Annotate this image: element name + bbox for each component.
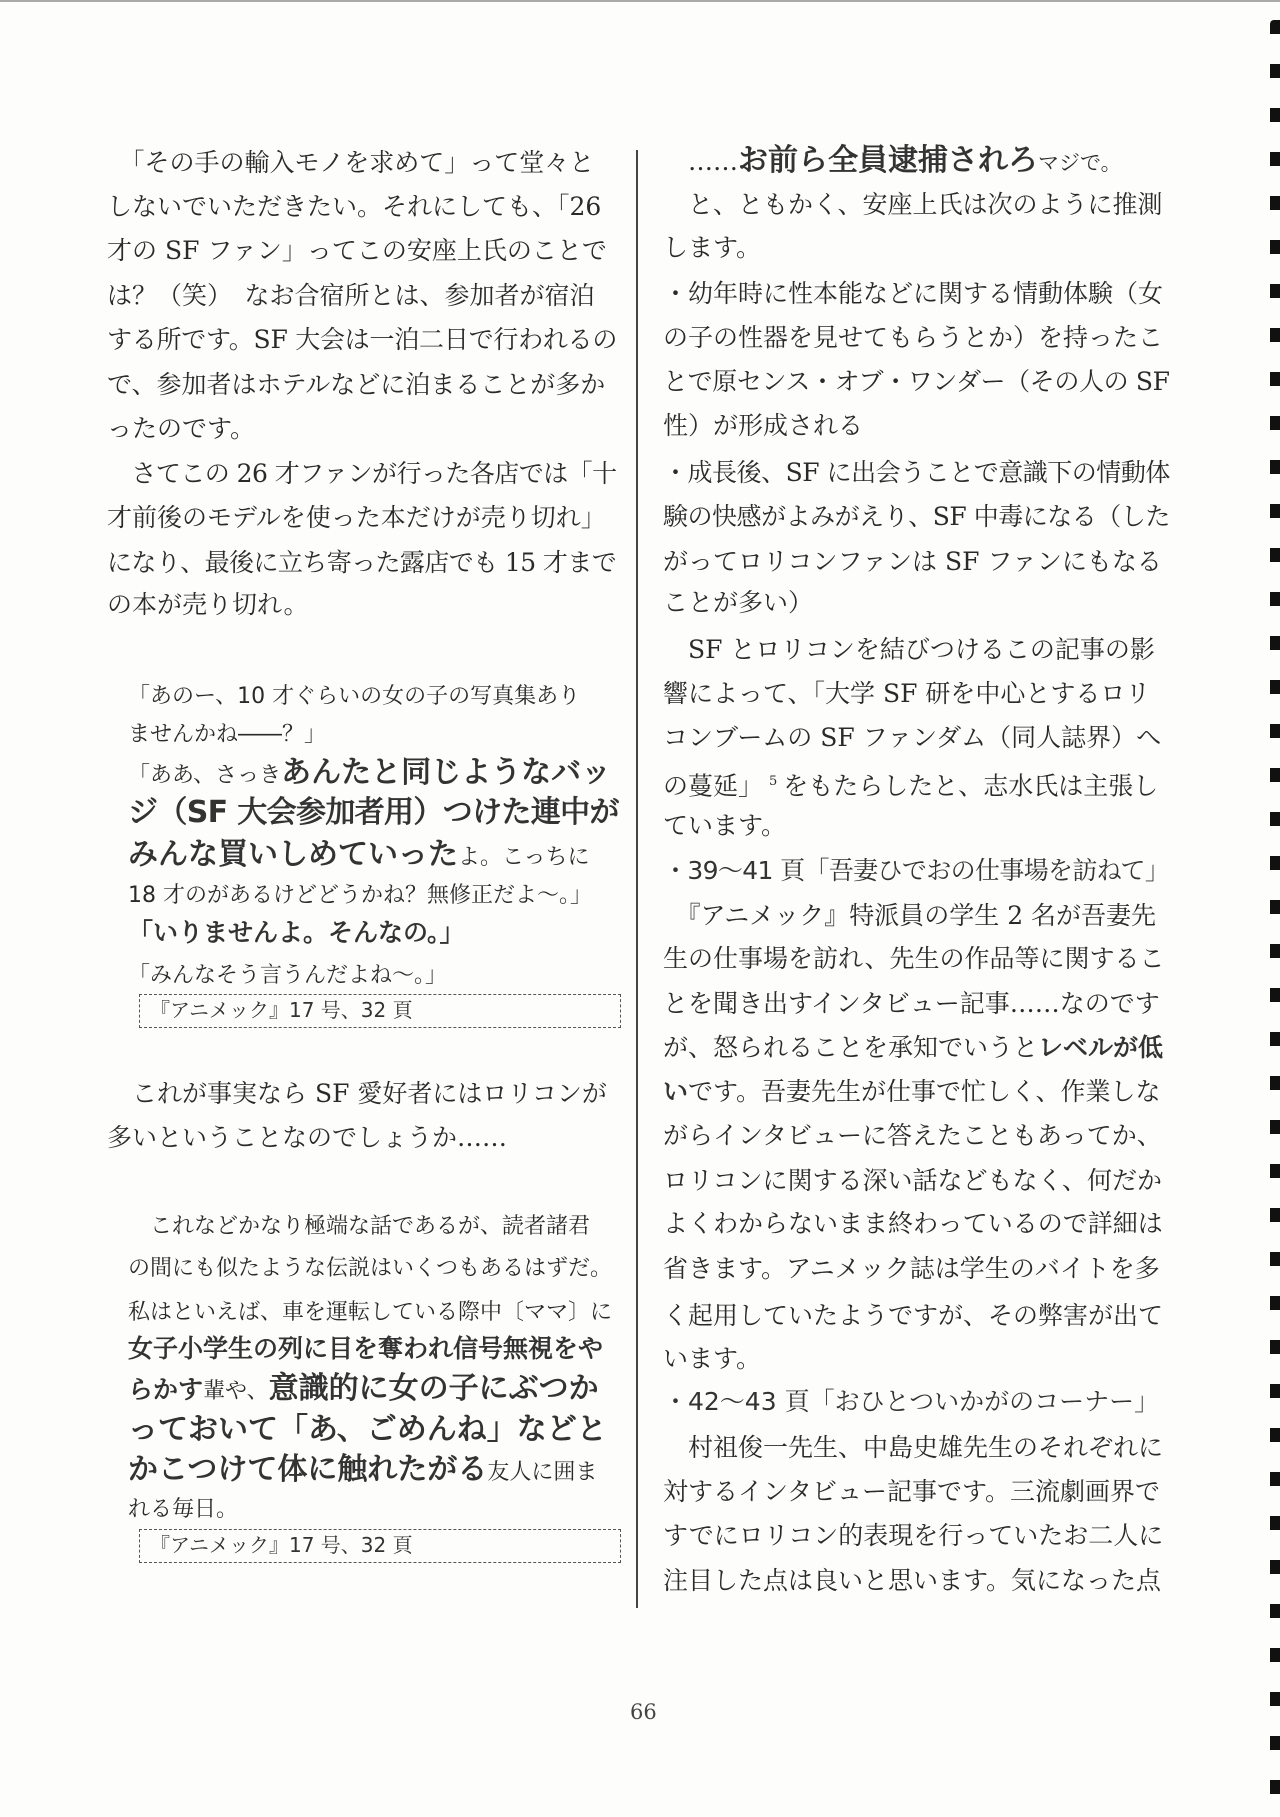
text-run: 「みんなそう言うんだよね～。」 <box>128 963 448 988</box>
quote-line <box>128 916 620 950</box>
body-line <box>107 368 617 402</box>
text-run: とを聞き出すインタビュー記事……なのです <box>663 989 1160 1018</box>
body-line <box>107 501 617 535</box>
body-line <box>663 409 1170 443</box>
text-run: 対するインタビュー記事です。三流劇画界で <box>663 1477 1161 1506</box>
body-line <box>663 1075 1170 1109</box>
text-run: とで原センス・オブ・ワンダー（その人の SF <box>663 367 1170 396</box>
text-run: ・幼年時に性本能などに関する情動体験（女 <box>663 279 1164 308</box>
body-line <box>663 1207 1170 1241</box>
body-line <box>663 809 1170 843</box>
footnote-marker: 5 <box>769 774 778 789</box>
text-run: しないでいただきたい。それにしても、「26 <box>107 192 602 221</box>
body-line <box>663 677 1170 711</box>
text-run: これが事実なら SF 愛好者にはロリコンが <box>107 1079 607 1108</box>
body-line <box>663 456 1170 490</box>
body-line <box>107 323 617 357</box>
body-line <box>107 1077 617 1111</box>
text-run: 響によって、「大学 SF 研を中心とするロリ <box>663 679 1151 708</box>
body-line <box>663 1475 1170 1509</box>
text-run: の子の性器を見せてもらうとか）を持ったこ <box>663 323 1164 352</box>
text-run: います。 <box>663 1344 762 1373</box>
text-run: これなどかなり極端な話であるが、読者諸君 <box>128 1214 591 1239</box>
text-run: ・39～41 頁「吾妻ひでおの仕事場を訪ねて」 <box>663 856 1170 885</box>
body-line <box>663 1164 1170 1198</box>
body-line <box>663 500 1170 534</box>
body-line <box>107 1121 617 1155</box>
body-line <box>663 987 1170 1021</box>
text-run: …… <box>663 147 739 176</box>
ring-binding-holes <box>1270 20 1280 1810</box>
body-line <box>663 321 1170 355</box>
body-line <box>107 546 617 580</box>
body-line <box>663 586 1170 620</box>
text-run: ロリコンに関する深い話などもなく、何だか <box>663 1166 1163 1195</box>
quote-line <box>128 1372 620 1406</box>
text-run: 輩や、 <box>203 1379 269 1404</box>
text-run: れる毎日。 <box>128 1497 239 1522</box>
text-run: 性）が形成される <box>663 411 864 440</box>
body-line <box>663 545 1170 579</box>
body-line <box>663 1385 1170 1419</box>
quote-line <box>128 1250 620 1284</box>
body-line <box>663 188 1170 222</box>
body-line <box>107 190 617 224</box>
emphasized-text: かこつけて体に触れたがる <box>128 1452 488 1487</box>
body-line <box>663 365 1170 399</box>
body-line <box>107 412 617 446</box>
text-run: 験の快感がよみがえり、SF 中毒になる（した <box>663 502 1170 531</box>
quote-line <box>128 1453 620 1487</box>
quote-line <box>128 877 620 911</box>
page-number: 66 <box>630 1700 657 1724</box>
text-run: 才の SF ファン」ってこの安座上氏のことで <box>107 236 607 265</box>
text-run: をもたらしたと、志水氏は主張し <box>783 771 1159 801</box>
body-line <box>663 1342 1170 1376</box>
text-run: 「あのー、10 才ぐらいの女の子の写真集あり <box>128 684 581 709</box>
text-run: ています。 <box>663 811 787 840</box>
text-run: 注目した点は良いと思います。気になった点 <box>663 1566 1162 1595</box>
body-line <box>663 854 1170 888</box>
text-run: の間にも似たような伝説はいくつもあるはずだ。 <box>128 1256 613 1281</box>
text-run: すでにロリコン的表現を行っていたお二人に <box>663 1521 1164 1550</box>
text-run: 友人に囲ま <box>487 1460 598 1485</box>
body-line <box>663 1299 1170 1333</box>
body-line <box>107 146 617 180</box>
body-line <box>663 899 1170 933</box>
text-run: ・成長後、SF に出会うことで意識下の情動体 <box>663 458 1170 487</box>
quote-source-caption: 『アニメック』17 号、32 頁 <box>139 1529 621 1563</box>
text-run: ことが多い） <box>663 588 814 617</box>
text-run: 省きます。アニメック誌は学生のバイトを多 <box>663 1254 1160 1283</box>
body-line <box>107 588 617 622</box>
emphasized-text: あんたと同じようなバッ <box>281 755 612 790</box>
quote-line <box>128 838 620 872</box>
text-run: コンブームの SF ファンダム（同人誌界）へ <box>663 723 1162 752</box>
emphasized-text: ジ（SF 大会参加者用）つけた連中が <box>128 795 619 830</box>
quote-line <box>128 678 620 712</box>
emphasized-text: みんな買いしめていった <box>128 837 458 872</box>
quote-line <box>128 1294 620 1328</box>
text-run: で、参加者はホテルなどに泊まることが多か <box>107 370 606 399</box>
text-run: 「その手の輸入モノを求めて」って堂々と <box>107 148 595 177</box>
text-run: よくわからないまま終わっているので詳細は <box>663 1209 1163 1238</box>
body-line <box>663 942 1170 976</box>
body-line <box>663 765 1170 799</box>
text-run: 「ああ、さっき <box>128 763 282 788</box>
text-run: します。 <box>663 233 762 262</box>
body-line <box>663 1564 1170 1598</box>
text-run: 18 才のがあるけどどうかね？無修正だよ～。」 <box>128 883 592 908</box>
body-line <box>107 279 617 313</box>
body-line <box>663 1431 1170 1465</box>
emphasized-text: レベルが低 <box>1038 1033 1164 1062</box>
quote-line <box>128 1413 620 1447</box>
emphasized-text: お前ら全員逮捕されろ <box>738 143 1039 178</box>
text-run: が、怒られることを承知でいうと <box>663 1033 1039 1062</box>
body-line <box>663 1119 1170 1153</box>
text-run: の本が売り切れ。 <box>107 590 309 619</box>
text-run: がってロリコンファンは SF ファンにもなる <box>663 547 1162 576</box>
quote-line <box>128 1491 620 1525</box>
text-run: です。吾妻先生が仕事で忙しく、作業しな <box>688 1077 1161 1106</box>
quote-source-caption: 『アニメック』17 号、32 頁 <box>139 994 621 1028</box>
body-line <box>663 144 1170 178</box>
text-run: 私はといえば、車を運転している際中〔ママ〕に <box>128 1300 613 1325</box>
text-run: SF とロリコンを結びつけるこの記事の影 <box>663 635 1155 664</box>
body-line <box>107 234 617 268</box>
page-top-edge <box>0 0 1280 2</box>
text-run: く起用していたようですが、その弊害が出て <box>663 1301 1164 1330</box>
emphasized-text: 女子小学生の列に目を奪われ信号無視をや <box>128 1334 604 1363</box>
emphasized-text: い <box>663 1077 689 1106</box>
body-line <box>663 231 1170 265</box>
text-run: は？（笑） なお合宿所とは、参加者が宿泊 <box>107 281 595 310</box>
text-run: よ。こっちに <box>458 845 590 870</box>
text-run: 『アニメック』特派員の学生 2 名が吾妻先 <box>663 901 1157 930</box>
body-line <box>107 457 617 491</box>
body-line <box>663 1519 1170 1553</box>
body-line <box>663 1031 1170 1065</box>
text-run: ・42～43 頁「おひとついかがのコーナー」 <box>663 1387 1160 1416</box>
column-divider <box>636 150 638 1608</box>
quote-line <box>128 796 620 830</box>
text-run: 多いということなのでしょうか…… <box>107 1123 508 1152</box>
emphasized-text: 「いりませんよ。そんなの。」 <box>128 918 465 947</box>
emphasized-text: 意識的に女の子にぶつか <box>268 1371 599 1406</box>
emphasized-text: らかす <box>128 1375 204 1404</box>
quote-line <box>128 1208 620 1242</box>
text-run: になり、最後に立ち寄った露店でも 15 才まで <box>107 548 617 577</box>
text-run: する所です。SF 大会は一泊二日で行われるの <box>107 325 618 354</box>
text-run: 才前後のモデルを使った本だけが売り切れ」 <box>107 503 606 532</box>
quote-line <box>128 716 620 750</box>
quote-line <box>128 1332 620 1366</box>
text-run: マジで。 <box>1038 151 1122 175</box>
quote-line <box>128 756 620 790</box>
text-run: 生の仕事場を訪れ、先生の作品等に関するこ <box>663 944 1165 973</box>
text-run: がらインタビューに答えたこともあってか、 <box>663 1121 1162 1150</box>
text-run: 村祖俊一先生、中島史雄先生のそれぞれに <box>663 1433 1164 1462</box>
text-run: さてこの 26 才ファンが行った各店では「十 <box>107 459 617 488</box>
quote-line <box>128 957 620 991</box>
text-run: の蔓延」 <box>663 771 764 801</box>
body-line <box>663 277 1170 311</box>
text-run: ったのです。 <box>107 414 256 443</box>
text-run: ませんかね――？」 <box>128 722 327 747</box>
body-line <box>663 633 1170 667</box>
emphasized-text: っておいて「あ、ごめんね」などと <box>128 1412 607 1447</box>
body-line <box>663 721 1170 755</box>
body-line <box>663 1252 1170 1286</box>
text-run: と、ともかく、安座上氏は次のように推測 <box>663 190 1163 219</box>
